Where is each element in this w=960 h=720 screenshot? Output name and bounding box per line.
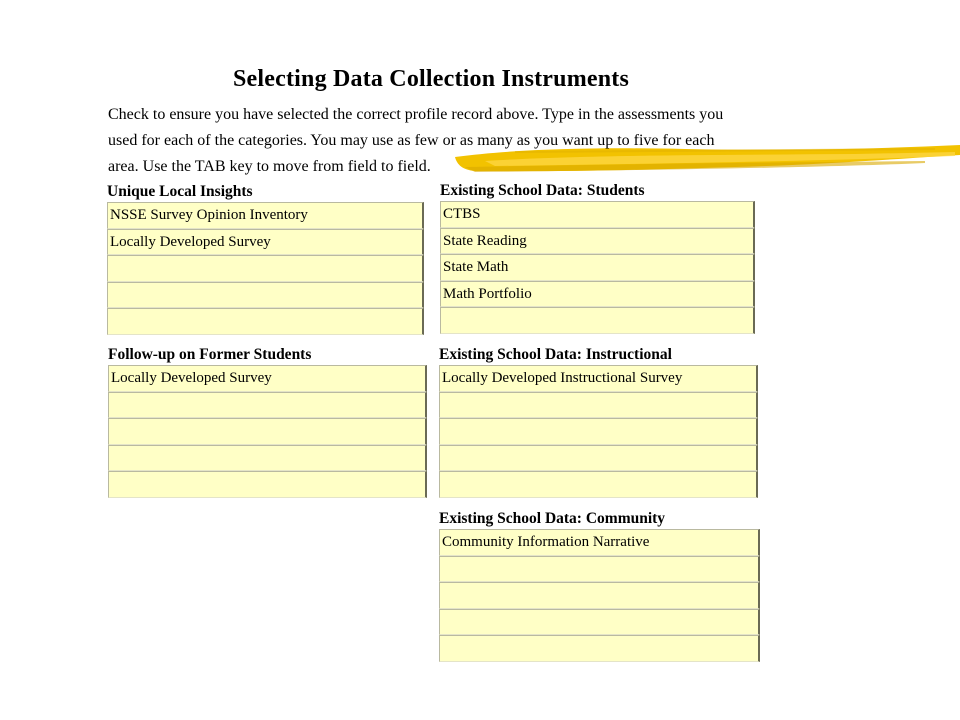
existing-instructional-field-5[interactable] — [439, 471, 758, 498]
existing-instructional-field-4[interactable] — [439, 445, 758, 472]
existing-instructional-field-1[interactable]: Locally Developed Instructional Survey — [439, 365, 758, 392]
existing-students-field-1[interactable]: CTBS — [440, 201, 755, 228]
section-follow-up-former-students — [108, 345, 427, 498]
instructions-text — [108, 102, 828, 180]
instructions-line-2: used for each of the categories. You may use as few or as many as you want up to five for each — [108, 132, 715, 149]
existing-instructional-field-2[interactable] — [439, 392, 758, 419]
existing-community-field-1[interactable]: Community Information Narrative — [439, 529, 760, 556]
instructions-line-1: Check to ensure you have selected the correct profile record above. Type in the assessments you — [108, 106, 724, 123]
unique-local-insights-field-5[interactable] — [107, 308, 424, 335]
page-title: Selecting Data Collection Instruments — [233, 66, 630, 92]
instructions-line-3: area. Use the TAB key to move from field to field. — [108, 158, 431, 175]
section-label-existing-instructional: Existing School Data: Instructional — [439, 346, 672, 363]
follow-up-field-3[interactable] — [108, 418, 427, 445]
section-existing-students — [440, 181, 755, 334]
section-existing-instructional — [439, 345, 758, 498]
section-label-unique-local-insights: Unique Local Insights — [107, 183, 253, 200]
follow-up-field-4[interactable] — [108, 445, 427, 472]
existing-students-field-5[interactable] — [440, 307, 755, 334]
existing-students-field-3[interactable]: State Math — [440, 254, 755, 281]
section-unique-local-insights — [107, 182, 424, 335]
unique-local-insights-field-4[interactable] — [107, 282, 424, 309]
existing-community-field-3[interactable] — [439, 582, 760, 609]
unique-local-insights-field-3[interactable] — [107, 255, 424, 282]
existing-community-field-2[interactable] — [439, 556, 760, 583]
follow-up-field-1[interactable]: Locally Developed Survey — [108, 365, 427, 392]
section-label-existing-community: Existing School Data: Community — [439, 510, 666, 527]
follow-up-field-2[interactable] — [108, 392, 427, 419]
unique-local-insights-field-2[interactable]: Locally Developed Survey — [107, 229, 424, 256]
section-label-existing-students: Existing School Data: Students — [440, 182, 645, 199]
follow-up-field-5[interactable] — [108, 471, 427, 498]
existing-students-field-2[interactable]: State Reading — [440, 228, 755, 255]
existing-community-field-4[interactable] — [439, 609, 760, 636]
section-existing-community — [439, 509, 760, 662]
existing-students-field-4[interactable]: Math Portfolio — [440, 281, 755, 308]
section-label-follow-up-former-students: Follow-up on Former Students — [108, 346, 312, 363]
unique-local-insights-field-1[interactable]: NSSE Survey Opinion Inventory — [107, 202, 424, 229]
existing-instructional-field-3[interactable] — [439, 418, 758, 445]
existing-community-field-5[interactable] — [439, 635, 760, 662]
